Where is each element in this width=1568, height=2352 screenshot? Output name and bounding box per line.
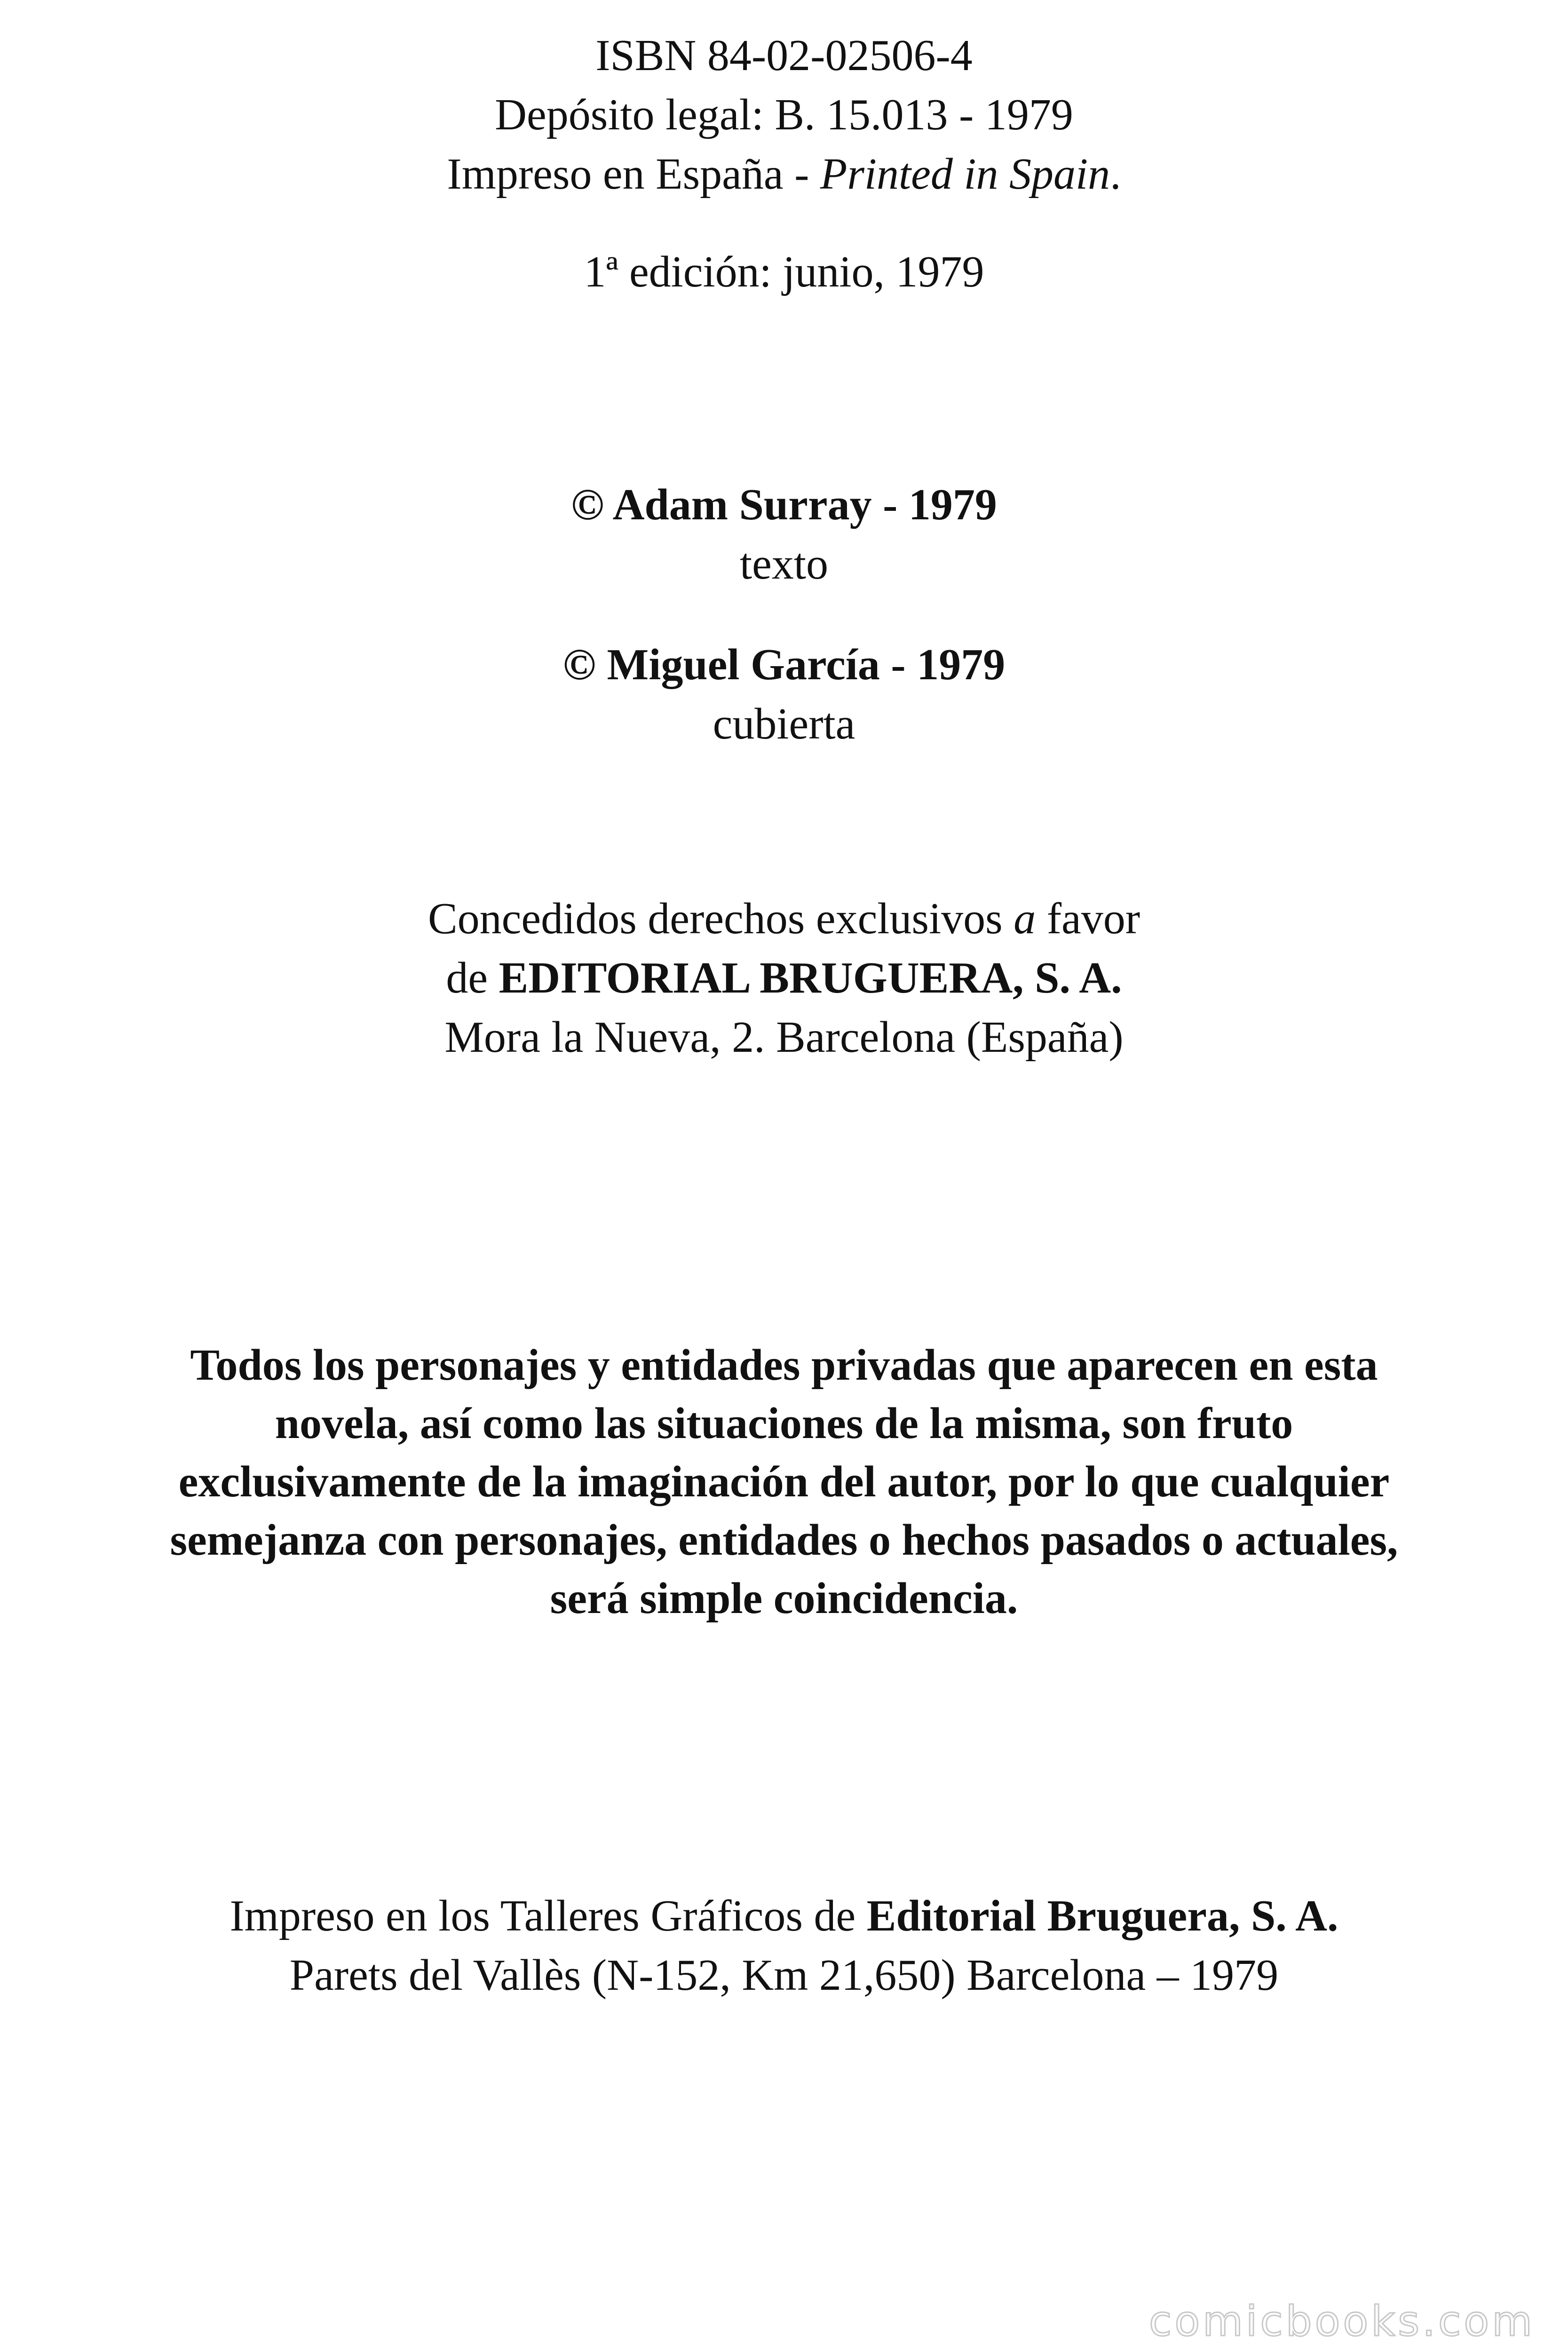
disclaimer-line: novela, así como las situaciones de la misma, son fruto: [275, 1399, 1293, 1448]
author-copyright-block: [0, 475, 1568, 594]
rights-line-2-prefix: de: [446, 954, 499, 1002]
printed-suffix: .: [1110, 150, 1121, 199]
printed-italic: Printed in Spain: [820, 150, 1110, 199]
printer-publisher: Editorial Bruguera, S. A.: [866, 1891, 1338, 1940]
printer-address: Parets del Vallès (N-152, Km 21,650) Barcelona – 1979: [289, 1951, 1279, 2000]
disclaimer-line: será simple coincidencia.: [550, 1574, 1018, 1623]
disclaimer-line: Todos los personajes y entidades privadas que aparecen en esta: [190, 1341, 1378, 1390]
cover-role: cubierta: [713, 699, 855, 748]
rights-line-2: [0, 948, 1568, 1008]
rights-line-1: [0, 889, 1568, 948]
printer-line-1: [0, 1886, 1568, 1946]
disclaimer-line: exclusivamente de la imaginación del autor, por lo que cualquier: [178, 1457, 1390, 1506]
edition-date: 1ª edición: junio, 1979: [584, 247, 984, 296]
printer-line-1-prefix: Impreso en los Talleres Gráficos de: [230, 1891, 867, 1940]
rights-line-1-suffix: favor: [1036, 894, 1140, 943]
cover-copyright-block: [0, 635, 1568, 754]
author-copyright: © Adam Surray - 1979: [571, 480, 997, 529]
publisher-address: Mora la Nueva, 2. Barcelona (España): [444, 1013, 1124, 1062]
imprint-block: [0, 26, 1568, 204]
rights-line-1-prefix: Concedidos derechos exclusivos: [428, 894, 1014, 943]
rights-block: [0, 889, 1568, 1067]
edition-block: [0, 242, 1568, 302]
watermark: comicbooks.com: [1148, 2297, 1535, 2345]
author-role: texto: [740, 540, 828, 588]
printed-in-spain: [0, 144, 1568, 204]
disclaimer-block: [0, 1336, 1568, 1628]
printed-prefix: Impreso en España -: [447, 150, 820, 199]
isbn: ISBN 84-02-02506-4: [595, 31, 973, 80]
printer-block: [0, 1886, 1568, 2005]
publisher-name: EDITORIAL BRUGUERA, S. A.: [499, 954, 1122, 1002]
disclaimer-line: semejanza con personajes, entidades o hechos pasados o actuales,: [170, 1516, 1398, 1565]
legal-deposit: Depósito legal: B. 15.013 - 1979: [495, 90, 1073, 139]
cover-copyright: © Miguel García - 1979: [562, 640, 1006, 689]
rights-line-1-italic: a: [1014, 894, 1036, 943]
